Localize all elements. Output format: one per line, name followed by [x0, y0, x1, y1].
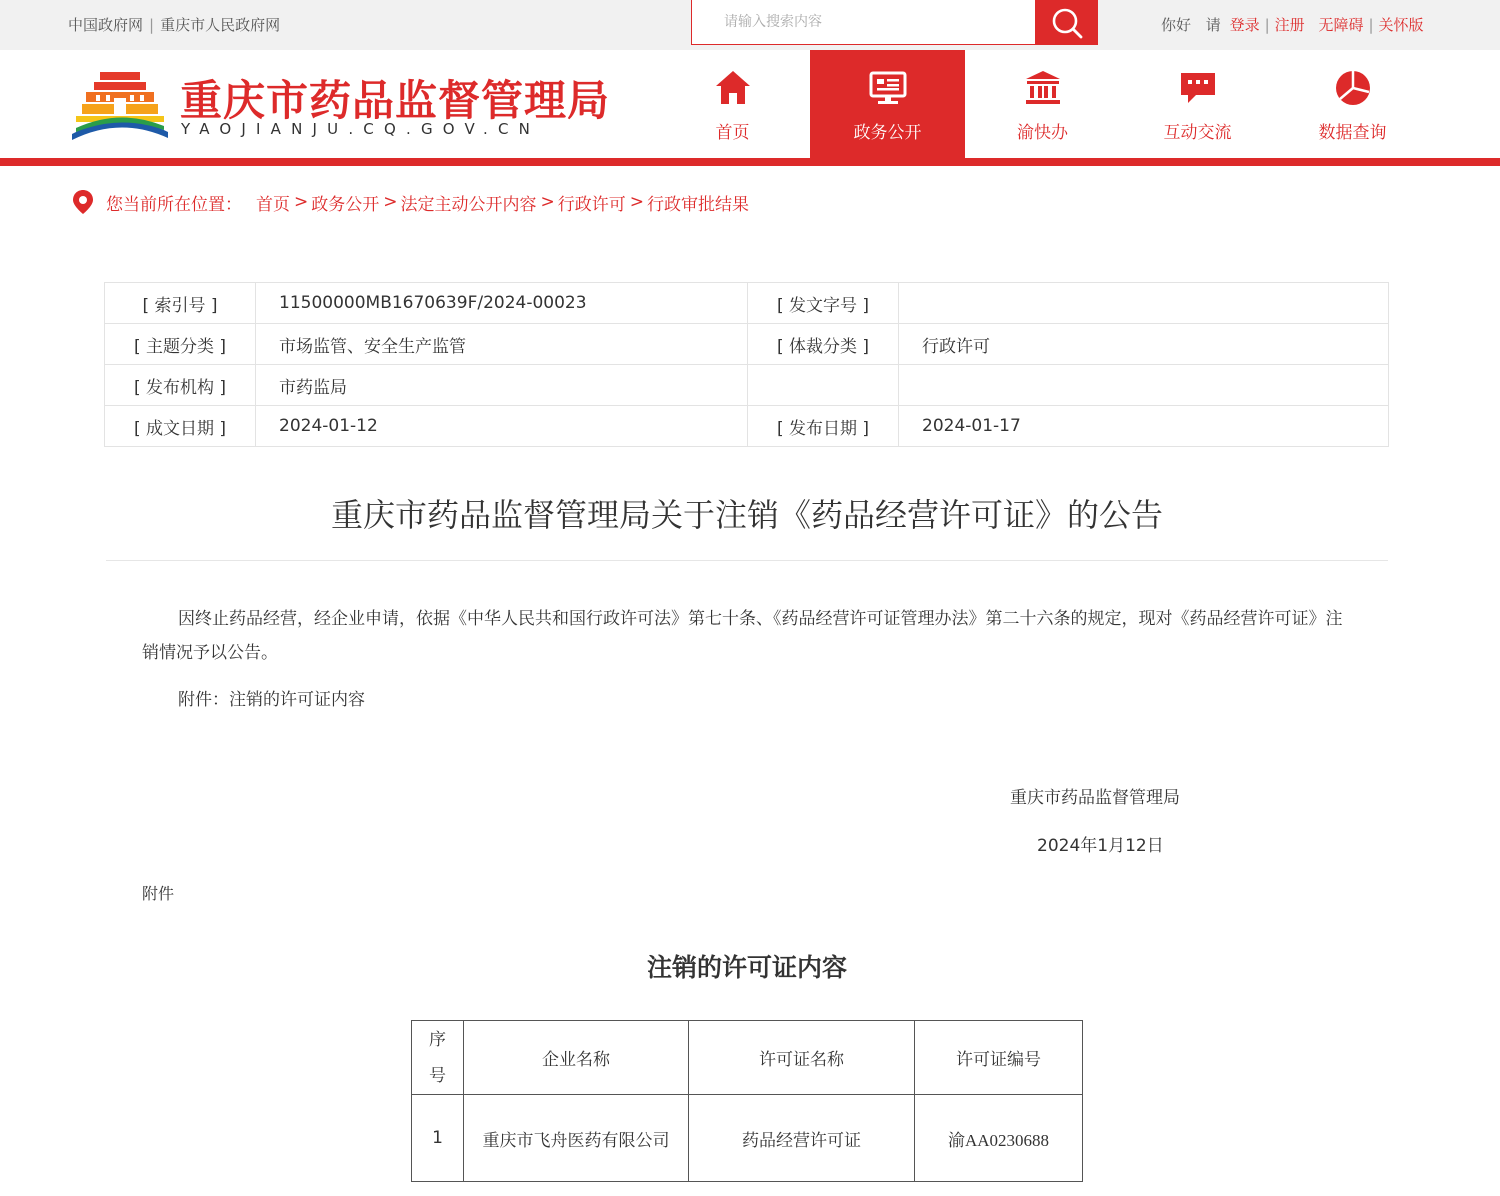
header-seq-text: 序号: [429, 1029, 446, 1086]
breadcrumb-separator: >: [629, 192, 644, 212]
breadcrumb-approval-results[interactable]: 行政审批结果: [647, 194, 749, 215]
pie-chart-icon: [1333, 68, 1373, 108]
nav-gov-affairs[interactable]: [810, 50, 965, 158]
breadcrumb: [72, 189, 749, 215]
nav-label: 渝快办: [1017, 123, 1068, 143]
top-links: [68, 14, 280, 35]
nav-label: 互动交流: [1163, 123, 1232, 143]
doc-number-label: [ 发文字号 ]: [748, 283, 899, 324]
breadcrumb-gov-affairs[interactable]: 政务公开: [311, 194, 380, 215]
attachment-link[interactable]: 附件：注销的许可证内容: [178, 690, 365, 710]
topic-value: 市场监管、安全生产监管: [256, 324, 748, 365]
accessibility-link[interactable]: 无障碍: [1318, 16, 1364, 34]
cell-license-name: 药品经营许可证: [689, 1095, 915, 1182]
breadcrumb-separator: >: [383, 192, 398, 212]
attachment-title: 注销的许可证内容: [646, 953, 847, 982]
cell-seq: 1: [412, 1095, 464, 1182]
cell-license-number: 渝AA0230688: [915, 1095, 1083, 1182]
publish-date-label: [ 发布日期 ]: [748, 406, 899, 447]
document-meta-table: [104, 282, 1389, 447]
nav-home[interactable]: [655, 50, 810, 158]
meta-row: [105, 365, 1389, 406]
separator: |: [1264, 16, 1270, 34]
empty-cell: [748, 365, 899, 406]
search-button[interactable]: [1035, 0, 1098, 45]
breadcrumb-separator: >: [294, 192, 309, 212]
nav-yukuaiban[interactable]: [965, 50, 1120, 158]
government-building-icon: [1023, 68, 1063, 108]
issuer-label: [ 发布机构 ]: [105, 365, 256, 406]
breadcrumb-admin-license[interactable]: 行政许可: [557, 194, 626, 215]
logo-emblem[interactable]: [70, 68, 170, 142]
table-header-row: [412, 1021, 1083, 1095]
home-icon: [713, 68, 753, 108]
written-date-label: [ 成文日期 ]: [105, 406, 256, 447]
attachment-label: 附件: [142, 884, 175, 903]
genre-value: 行政许可: [899, 324, 1389, 365]
cell-company: 重庆市飞舟医药有限公司: [464, 1095, 689, 1182]
link-separator: |: [149, 16, 155, 34]
meta-row: [105, 406, 1389, 447]
article-paragraph: 因终止药品经营，经企业申请，依据《中华人民共和国行政许可法》第七十条、《药品经营许可证管理办法》第二十六条的规定，现对《药品经营许可证》注销情况予以公告。: [142, 609, 1343, 663]
breadcrumb-home[interactable]: 首页: [256, 194, 290, 215]
location-pin-icon: [72, 189, 94, 215]
breadcrumb-separator: >: [540, 192, 555, 212]
empty-cell: [899, 365, 1389, 406]
breadcrumb-label: 您当前所在位置：: [106, 194, 242, 215]
user-links: [1161, 14, 1424, 35]
elderly-mode-link[interactable]: 关怀版: [1378, 16, 1424, 34]
header-license-number: 许可证编号: [915, 1021, 1083, 1095]
search-box: [691, 0, 1036, 45]
gov-cn-link[interactable]: 中国政府网: [68, 16, 144, 34]
nav-interaction[interactable]: [1120, 50, 1275, 158]
register-link[interactable]: 注册: [1274, 16, 1305, 34]
meta-row: [105, 324, 1389, 365]
main-nav: [655, 50, 1430, 158]
logo-title[interactable]: 重庆市药品监督管理局: [180, 76, 611, 125]
doc-number-value: [899, 283, 1389, 324]
logo-subtitle: YAOJIANJU.CQ.GOV.CN: [181, 120, 541, 138]
issuer-value: 市药监局: [256, 365, 748, 406]
nav-data-query[interactable]: [1275, 50, 1430, 158]
login-link[interactable]: 登录: [1229, 16, 1260, 34]
index-number-label: [ 索引号 ]: [105, 283, 256, 324]
chat-bubble-icon: [1178, 68, 1218, 108]
article-title: 重庆市药品监督管理局关于注销《药品经营许可证》的公告: [330, 496, 1163, 534]
separator: |: [1368, 16, 1374, 34]
nav-label: 首页: [715, 123, 750, 143]
cq-gov-link[interactable]: 重庆市人民政府网: [160, 16, 281, 34]
header-seq: [412, 1021, 464, 1095]
index-number-value: 11500000MB1670639F/2024-00023: [256, 283, 748, 324]
publish-date-value: 2024-01-17: [899, 406, 1389, 447]
table-row: [412, 1095, 1083, 1182]
signature-org: 重庆市药品监督管理局: [1010, 788, 1180, 808]
search-input[interactable]: [692, 0, 1035, 44]
greeting-text: 你好: [1161, 16, 1192, 34]
meta-row: [105, 283, 1389, 324]
monitor-icon: [868, 68, 908, 108]
search-icon: [1050, 6, 1084, 40]
header-license-name: 许可证名称: [689, 1021, 915, 1095]
signature-date: 2024年1月12日: [1037, 836, 1164, 856]
license-table: [411, 1020, 1083, 1182]
genre-label: [ 体裁分类 ]: [748, 324, 899, 365]
written-date-value: 2024-01-12: [256, 406, 748, 447]
title-divider: [106, 560, 1388, 561]
header-red-line: [0, 158, 1500, 166]
nav-label: 政务公开: [853, 123, 922, 143]
header-company: 企业名称: [464, 1021, 689, 1095]
topic-label: [ 主题分类 ]: [105, 324, 256, 365]
please-text: 请: [1205, 16, 1221, 34]
nav-label: 数据查询: [1318, 123, 1387, 143]
breadcrumb-statutory-disclosure[interactable]: 法定主动公开内容: [400, 194, 537, 215]
